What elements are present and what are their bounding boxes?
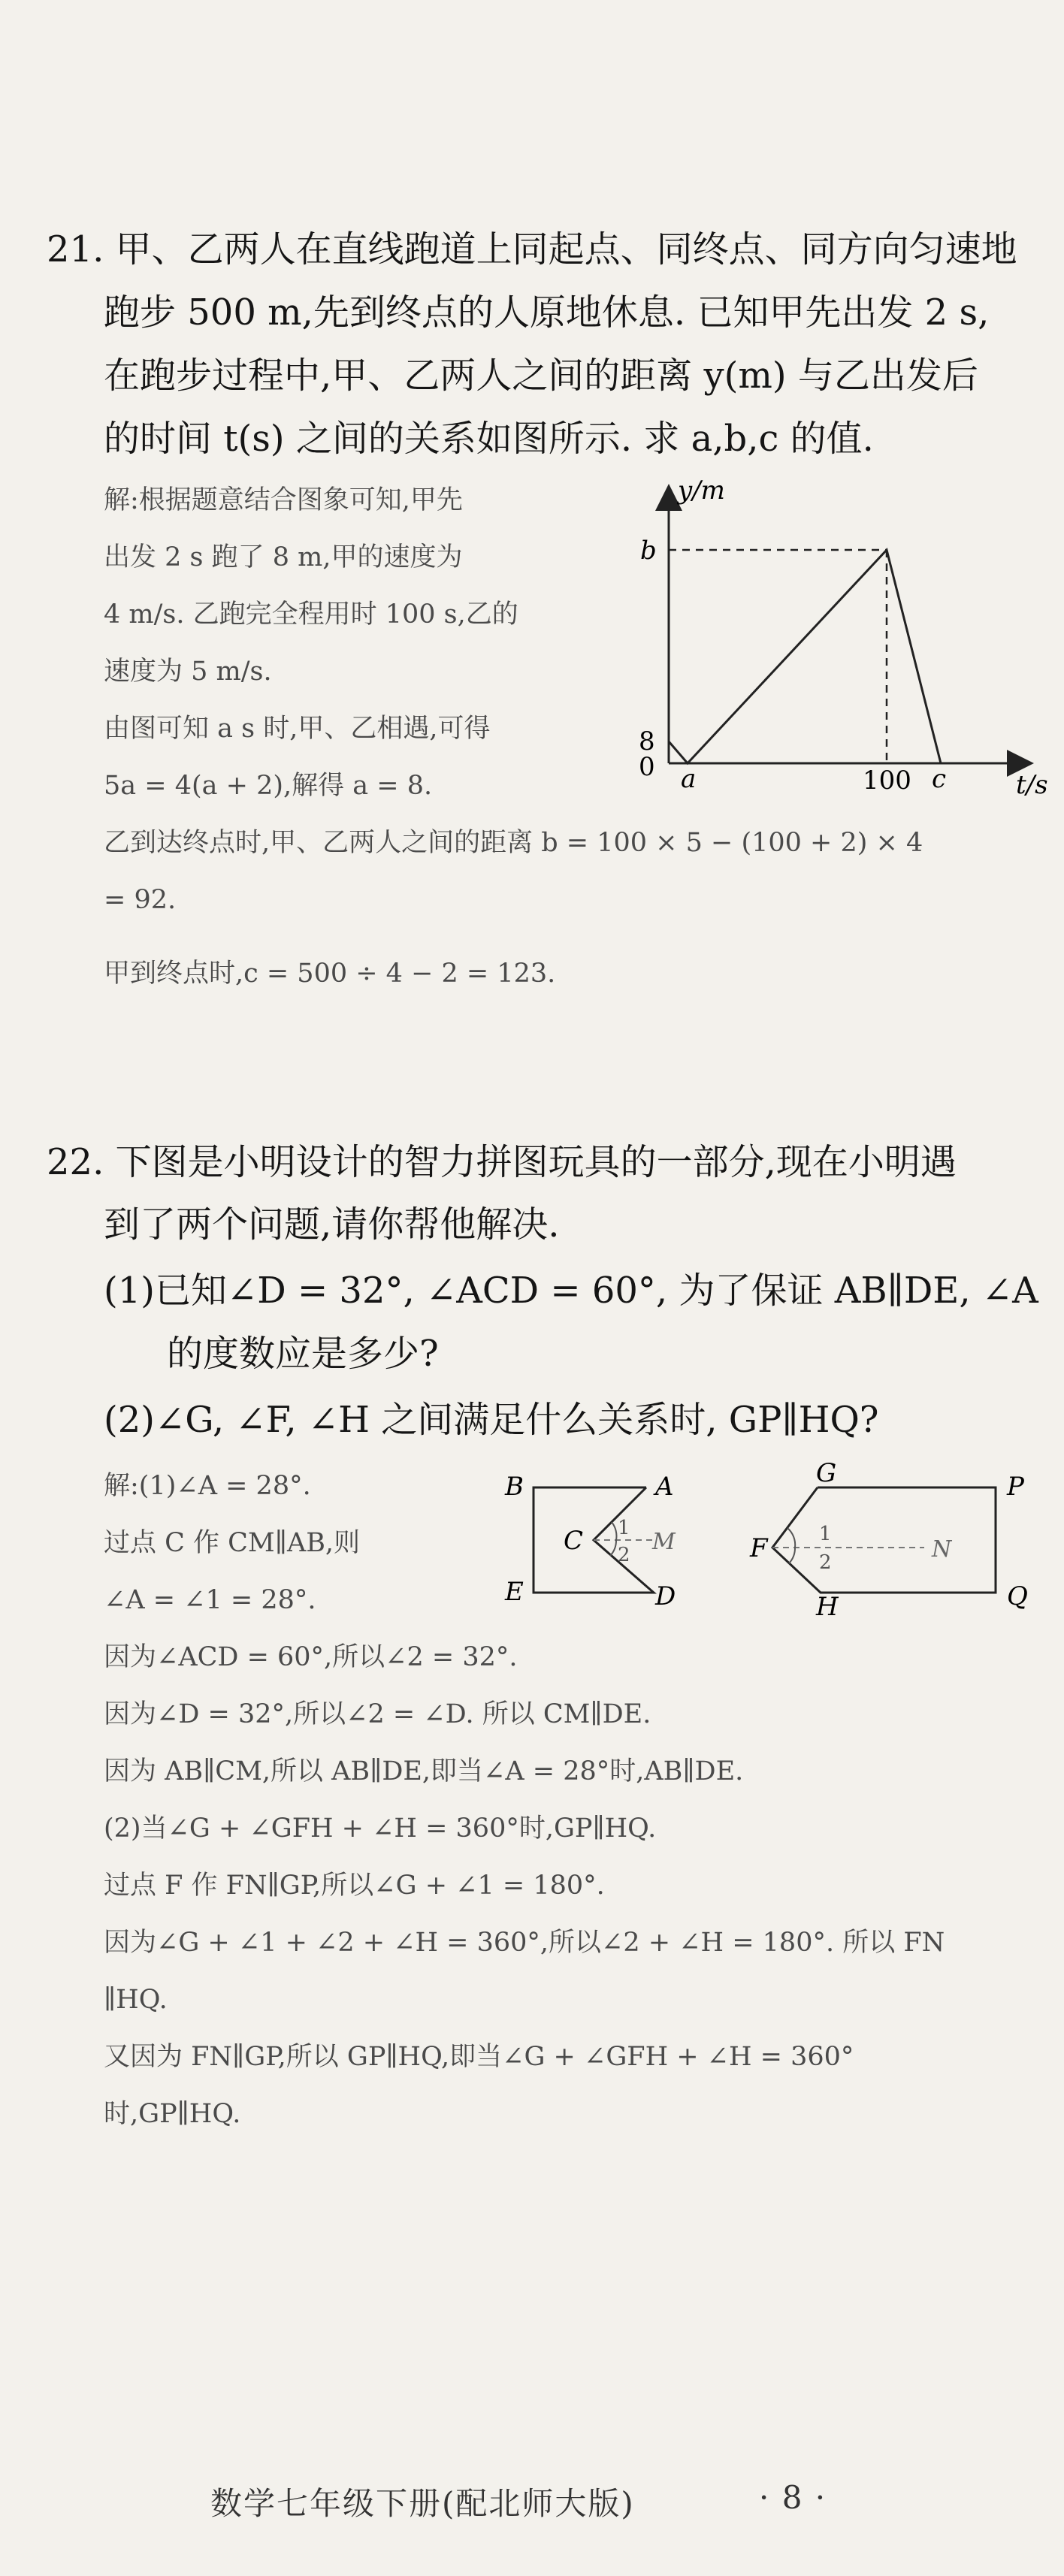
label-0: 0 [639,752,655,782]
q21-sol-line: 解:根据题意结合图象可知,甲先 [104,485,463,515]
q22-sol-line: ∥HQ. [104,1985,168,2015]
angle-1-arc [612,1522,616,1540]
q22-line-1: 22. 下图是小明设计的智力拼图玩具的一部分,现在小明遇 [47,1141,957,1183]
point-b-label: B [505,1472,524,1502]
q22-sol-line: 因为∠D = 32°,所以∠2 = ∠D. 所以 CM∥DE. [104,1699,651,1729]
q21-sol-line: 5a = 4(a + 2),解得 a = 8. [104,771,433,801]
q21-sol-line: 甲到终点时,c = 500 ÷ 4 − 2 = 123. [104,959,556,989]
point-a-label: A [655,1472,674,1502]
puzzle-figure-2 [744,1458,1044,1622]
q22-line-4: 的度数应是多少? [167,1333,439,1375]
q22-line-3: (1)已知∠D = 32°, ∠ACD = 60°, 为了保证 AB∥DE, ∠A [104,1270,1038,1312]
point-p-label: P [1007,1472,1024,1502]
q22-sol-line: 因为∠ACD = 60°,所以∠2 = 32°. [104,1642,518,1672]
q22-sol-line: 又因为 FN∥GP,所以 GP∥HQ,即当∠G + ∠GFH + ∠H = 360° [104,2042,854,2072]
point-h-label: H [816,1592,839,1622]
footer-page-number: · 8 · [759,2479,827,2516]
angle-1-label: 1 [618,1517,630,1539]
x-axis-label: t/s [1016,770,1048,800]
point-d-label: D [655,1581,676,1611]
q22-sol-line: ∠A = ∠1 = 28°. [104,1585,316,1615]
angle-1-arc [787,1528,795,1548]
footer-book-title: 数学七年级下册(配北师大版) [210,2485,635,2522]
label-8: 8 [639,726,655,756]
q22-sol-line: 时,GP∥HQ. [104,2099,241,2129]
q22-sol-line: 过点 C 作 CM∥AB,则 [104,1528,361,1558]
point-q-label: Q [1007,1581,1028,1611]
q21-line-4: 的时间 t(s) 之间的关系如图所示. 求 a,b,c 的值. [104,418,874,460]
q21-sol-line: 由图可知 a s 时,甲、乙相遇,可得 [104,714,491,744]
q21-sol-line: 出发 2 s 跑了 8 m,甲的速度为 [104,542,463,572]
figure-2-outline [772,1487,996,1593]
point-n-label: N [932,1536,952,1563]
angle-2-arc [789,1548,795,1563]
point-c-label: C [564,1526,584,1556]
point-g-label: G [816,1458,837,1488]
puzzle-figure-1 [458,1465,699,1615]
q21-sol-line: 速度为 5 m/s. [104,657,272,687]
label-c: c [932,764,947,794]
label-a: a [681,764,697,794]
point-m-label: M [652,1529,676,1555]
q21-sol-line: 乙到达终点时,甲、乙两人之间的距离 b = 100 × 5 − (100 + 2) × 4 [104,828,923,858]
q21-sol-line: = 92. [104,885,177,915]
label-b: b [640,536,657,566]
q22-line-2: 到了两个问题,请你帮他解决. [104,1203,560,1246]
point-e-label: E [505,1577,524,1607]
label-100: 100 [863,766,911,796]
q22-line-5: (2)∠G, ∠F, ∠H 之间满足什么关系时, GP∥HQ? [104,1399,879,1441]
angle-1-label: 1 [819,1523,832,1545]
angle-2-label: 2 [819,1551,832,1574]
q22-sol-line: 解:(1)∠A = 28°. [104,1471,311,1501]
distance-curve [669,550,941,763]
angle-2-arc [610,1540,616,1556]
q21-line-1: 21. 甲、乙两人在直线跑道上同起点、同终点、同方向匀速地 [47,228,1017,270]
q21-line-2: 跑步 500 m,先到终点的人原地休息. 已知甲先出发 2 s, [104,291,990,334]
q21-sol-line: 4 m/s. 乙跑完全程用时 100 s,乙的 [104,599,518,630]
q22-sol-line: 因为∠G + ∠1 + ∠2 + ∠H = 360°,所以∠2 + ∠H = 180°. 所以 FN [104,1928,945,1958]
point-f-label: F [750,1533,768,1563]
angle-2-label: 2 [618,1544,630,1566]
q22-sol-line: 过点 F 作 FN∥GP,所以∠G + ∠1 = 180°. [104,1871,605,1901]
y-axis-label: y/m [678,476,725,506]
q22-sol-line: (2)当∠G + ∠GFH + ∠H = 360°时,GP∥HQ. [104,1813,657,1844]
q21-line-3: 在跑步过程中,甲、乙两人之间的距离 y(m) 与乙出发后 [104,355,978,397]
q21-distance-time-graph [624,473,1048,800]
q22-sol-line: 因为 AB∥CM,所以 AB∥DE,即当∠A = 28°时,AB∥DE. [104,1756,744,1786]
